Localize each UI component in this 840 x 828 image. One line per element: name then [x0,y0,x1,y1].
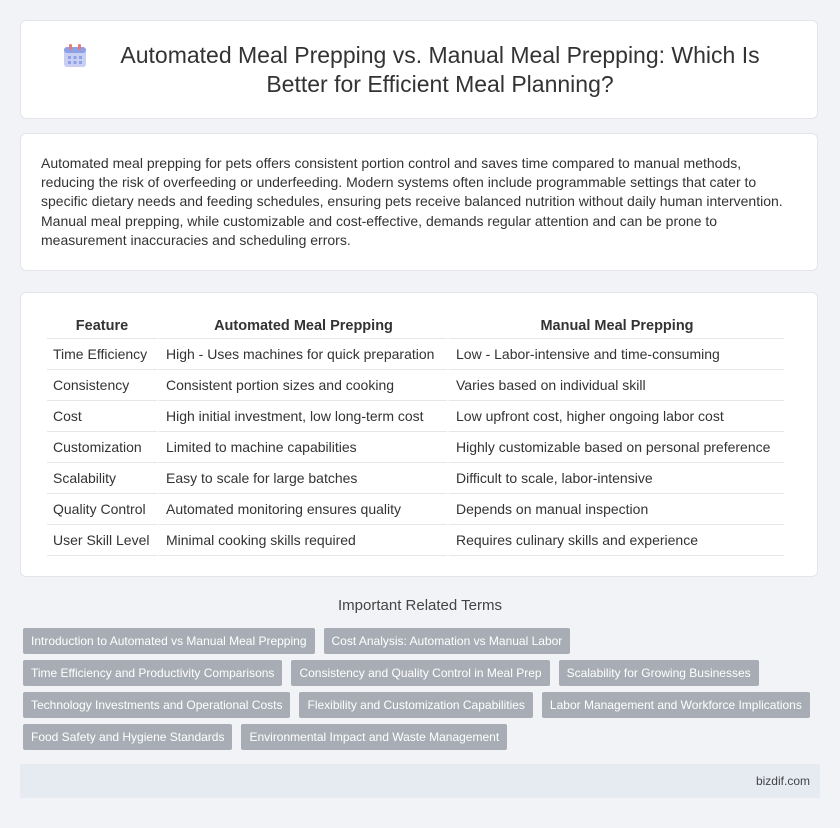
cell-automated: Consistent portion sizes and cooking [157,370,447,401]
table-row [47,494,784,525]
related-term-tag[interactable]: Cost Analysis: Automation vs Manual Labor [324,628,571,654]
related-term-tag[interactable]: Time Efficiency and Productivity Comparisons [23,660,282,686]
related-term-tag[interactable]: Technology Investments and Operational Costs [23,692,290,718]
cell-feature: Consistency [47,370,157,401]
cell-manual: Varies based on individual skill [447,370,784,401]
cell-automated: Automated monitoring ensures quality [157,494,447,525]
related-terms-title: Important Related Terms [338,597,502,614]
cell-feature: Cost [47,401,157,432]
related-term-tag[interactable]: Labor Management and Workforce Implications [542,692,810,718]
calendar-icon [61,42,89,70]
footer [20,764,820,798]
table-row [47,525,784,556]
cell-manual: Highly customizable based on personal preference [447,432,784,463]
related-term-tag[interactable]: Consistency and Quality Control in Meal Prep [291,660,549,686]
cell-automated: High initial investment, low long-term cost [157,401,447,432]
table-row [47,370,784,401]
table-row [47,463,784,494]
related-term-tag[interactable]: Food Safety and Hygiene Standards [23,724,232,750]
cell-automated: Limited to machine capabilities [157,432,447,463]
cell-feature: Quality Control [47,494,157,525]
cell-feature: Time Efficiency [47,339,157,370]
table-row [47,432,784,463]
comparison-table [47,313,784,556]
comparison-table-card [20,292,818,577]
related-term-tag[interactable]: Introduction to Automated vs Manual Meal Prepping [23,628,315,654]
cell-feature: User Skill Level [47,525,157,556]
cell-manual: Low upfront cost, higher ongoing labor cost [447,401,784,432]
table-row [47,339,784,370]
related-term-tag[interactable]: Environmental Impact and Waste Management [241,724,507,750]
related-term-tag[interactable]: Flexibility and Customization Capabilities [299,692,532,718]
cell-manual: Requires culinary skills and experience [447,525,784,556]
cell-feature: Scalability [47,463,157,494]
footer-site-link[interactable]: bizdif.com [755,774,810,788]
cell-automated: High - Uses machines for quick preparation [157,339,447,370]
page-title: Automated Meal Prepping vs. Manual Meal Prepping: Which Is Better for Efficient Meal Planning? [120,41,760,97]
header-feature: Feature [47,313,157,339]
table-row [47,401,784,432]
header-card [20,20,818,119]
cell-automated: Easy to scale for large batches [157,463,447,494]
cell-manual: Low - Labor-intensive and time-consuming [447,339,784,370]
table-header-row [47,313,784,339]
cell-manual: Depends on manual inspection [447,494,784,525]
summary-card [20,133,818,271]
summary-text: Automated meal prepping for pets offers consistent portion control and saves time compared to manual methods, reducing the risk of overfeeding or underfeeding. Modern systems often include programmable settings that cater to specific dietary needs and feeding schedules, ensuring pets receive balanced nutrition without daily human intervention. Manual meal prepping, while customizable and cost-effective, demands regular attention and can be prone to measurement inaccuracies and scheduling errors. [41,155,783,248]
related-terms-list [23,628,823,750]
related-term-tag[interactable]: Scalability for Growing Businesses [559,660,759,686]
cell-feature: Customization [47,432,157,463]
cell-manual: Difficult to scale, labor-intensive [447,463,784,494]
header-manual: Manual Meal Prepping [447,313,784,339]
cell-automated: Minimal cooking skills required [157,525,447,556]
header-automated: Automated Meal Prepping [157,313,447,339]
